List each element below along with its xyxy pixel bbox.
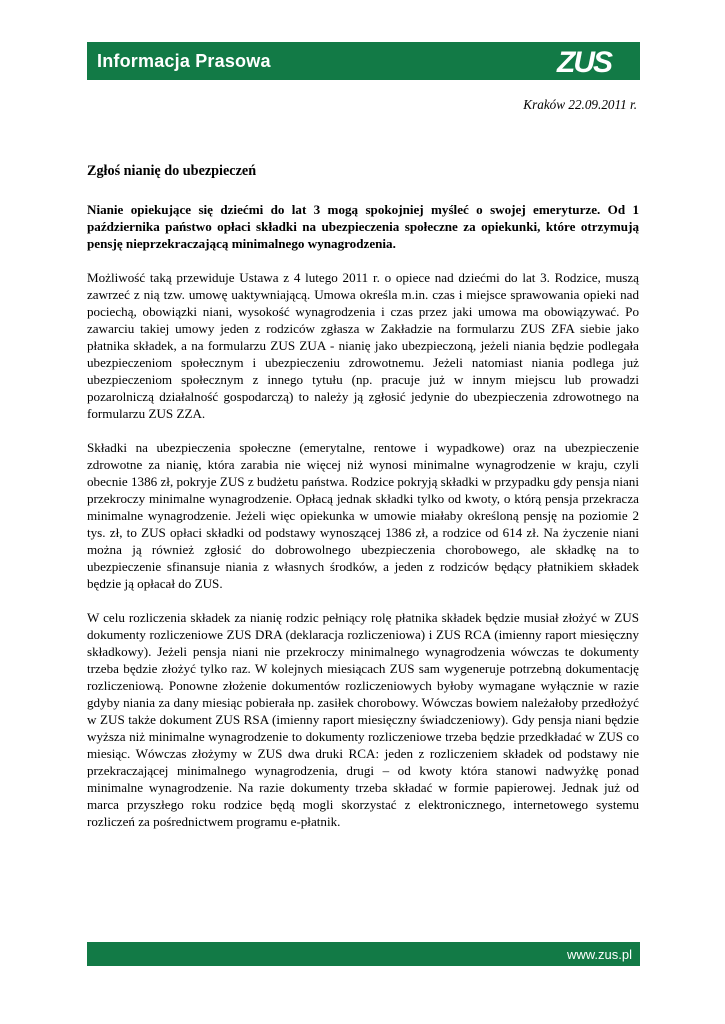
header-bar [87,42,640,80]
footer-url[interactable]: www.zus.pl [566,946,632,962]
article-title: Zgłoś nianię do ubezpieczeń [87,163,257,179]
article-paragraph-2: Składki na ubezpieczenia społeczne (emerytalne, rentowe i wypadkowe) oraz na ubezpieczenie zdrowotne za nianię, która zarabia nie więcej niż wynosi minimalne wynagrodzenie w kraju, czyli obecnie 1386 zł, pokryje ZUS z budżetu państwa. Rodzice pokryją składki w przypadku gdy pensja niani przekroczy minimalne wynagrodzenie. Opłacą jednak składki tylko od kwoty, o którą pensja przekracza minimalne wynagrodzenie. Jeżeli więc opiekunka w umowie miałaby określoną pensję na poziomie 2 tys. zł, to ZUS opłaci składki od podstawy wynoszącej 1386 zł, a rodzice od 614 zł. Na życzenie niani można ją również zgłosić do dobrowolnego ubezpieczenia chorobowego, ale składkę na to ubezpieczenie sfinansuje niania z własnych środków, a jeden z rodziców będący płatnikiem składek będzie ją opłacał do ZUS. [87,440,639,591]
dateline: Kraków 22.09.2011 r. [523,97,637,112]
footer-bar [87,942,640,966]
article [87,162,639,847]
article-paragraph-3: W celu rozliczenia składek za nianię rodzic pełniący rolę płatnika składek będzie musiał złożyć w ZUS dokumenty rozliczeniowe ZUS DRA (deklaracja rozliczeniowa) i ZUS RCA (imienny raport miesięczny składkowy). Jeżeli pensja niani nie przekroczy minimalnego wynagrodzenia wówczas te dokumenty trzeba będzie złożyć tylko raz. W kolejnych miesiącach ZUS sam wygeneruje potrzebną dokumentację rozliczeniową. Ponowne złożenie dokumentów rozliczeniowych byłoby wymagane wyłącznie w razie gdyby niania za dany miesiąc pobierała np. zasiłek chorobowy. Wówczas bowiem należałoby przedłożyć w ZUS także dokument ZUS RSA (imienny raport miesięczny świadczeniowy). Gdy pensja niani będzie wyższa niż minimalne wynagrodzenie to dokumenty rozliczeniowe trzeba będzie przedkładać w ZUS co miesiąc. Wówczas złożymy w ZUS dwa druki RCA: jeden z rozliczeniem składek od podstawy nie przekraczającej minimalnego wynagrodzenia, drugi – od kwoty która stanowi nadwyżkę ponad minimalne wynagrodzenie. Na razie dokumenty trzeba składać w formie papierowej. Jednak już od marca przyszłego roku rodzice będą mogli skorzystać z elektronicznego, internetowego systemu rozliczeń za pośrednictwem programu e-płatnik. [87,610,639,829]
article-lead: Nianie opiekujące się dziećmi do lat 3 mogą spokojniej myśleć o swojej emeryturze. Od 1 października państwo opłaci składki na ubezpieczenia społeczne za opiekunki, które otrzymują pensję nieprzekraczającą minimalnego wynagrodzenia. [87,202,639,251]
zus-logo-text: ZUS [557,46,611,77]
article-paragraph-1: Możliwość taką przewiduje Ustawa z 4 lutego 2011 r. o opiece nad dziećmi do lat 3. Rodzice, muszą zawrzeć z nią tzw. umowę uaktywniającą. Umowa określa m.in. czas i miejsce sprawowania opieki nad pociechą, obowiązki niani, wysokość wynagrodzenia i czas przez jaki umowa ma obowiązywać. Po zawarciu takiej umowy jeden z rodziców zgłasza w Zakładzie na formularzu ZUS ZFA siebie jako płatnika składek, a na formularzu ZUS ZUA - nianię jako ubezpieczoną, jeżeli niania będzie podlegała ubezpieczeniom społecznym i ubezpieczeniu zdrowotnemu. Jeżeli natomiast niania podlega już ubezpieczeniom społecznym z innego tytułu (np. pracuje już w innym miejscu lub prowadzi pozarolniczą działalność gospodarczą) to należy ją zgłosić jedynie do ubezpieczenia zdrowotnego na formularzu ZUS ZZA. [87,270,639,421]
zus-logo [536,45,632,77]
header-title: Informacja Prasowa [97,50,271,71]
